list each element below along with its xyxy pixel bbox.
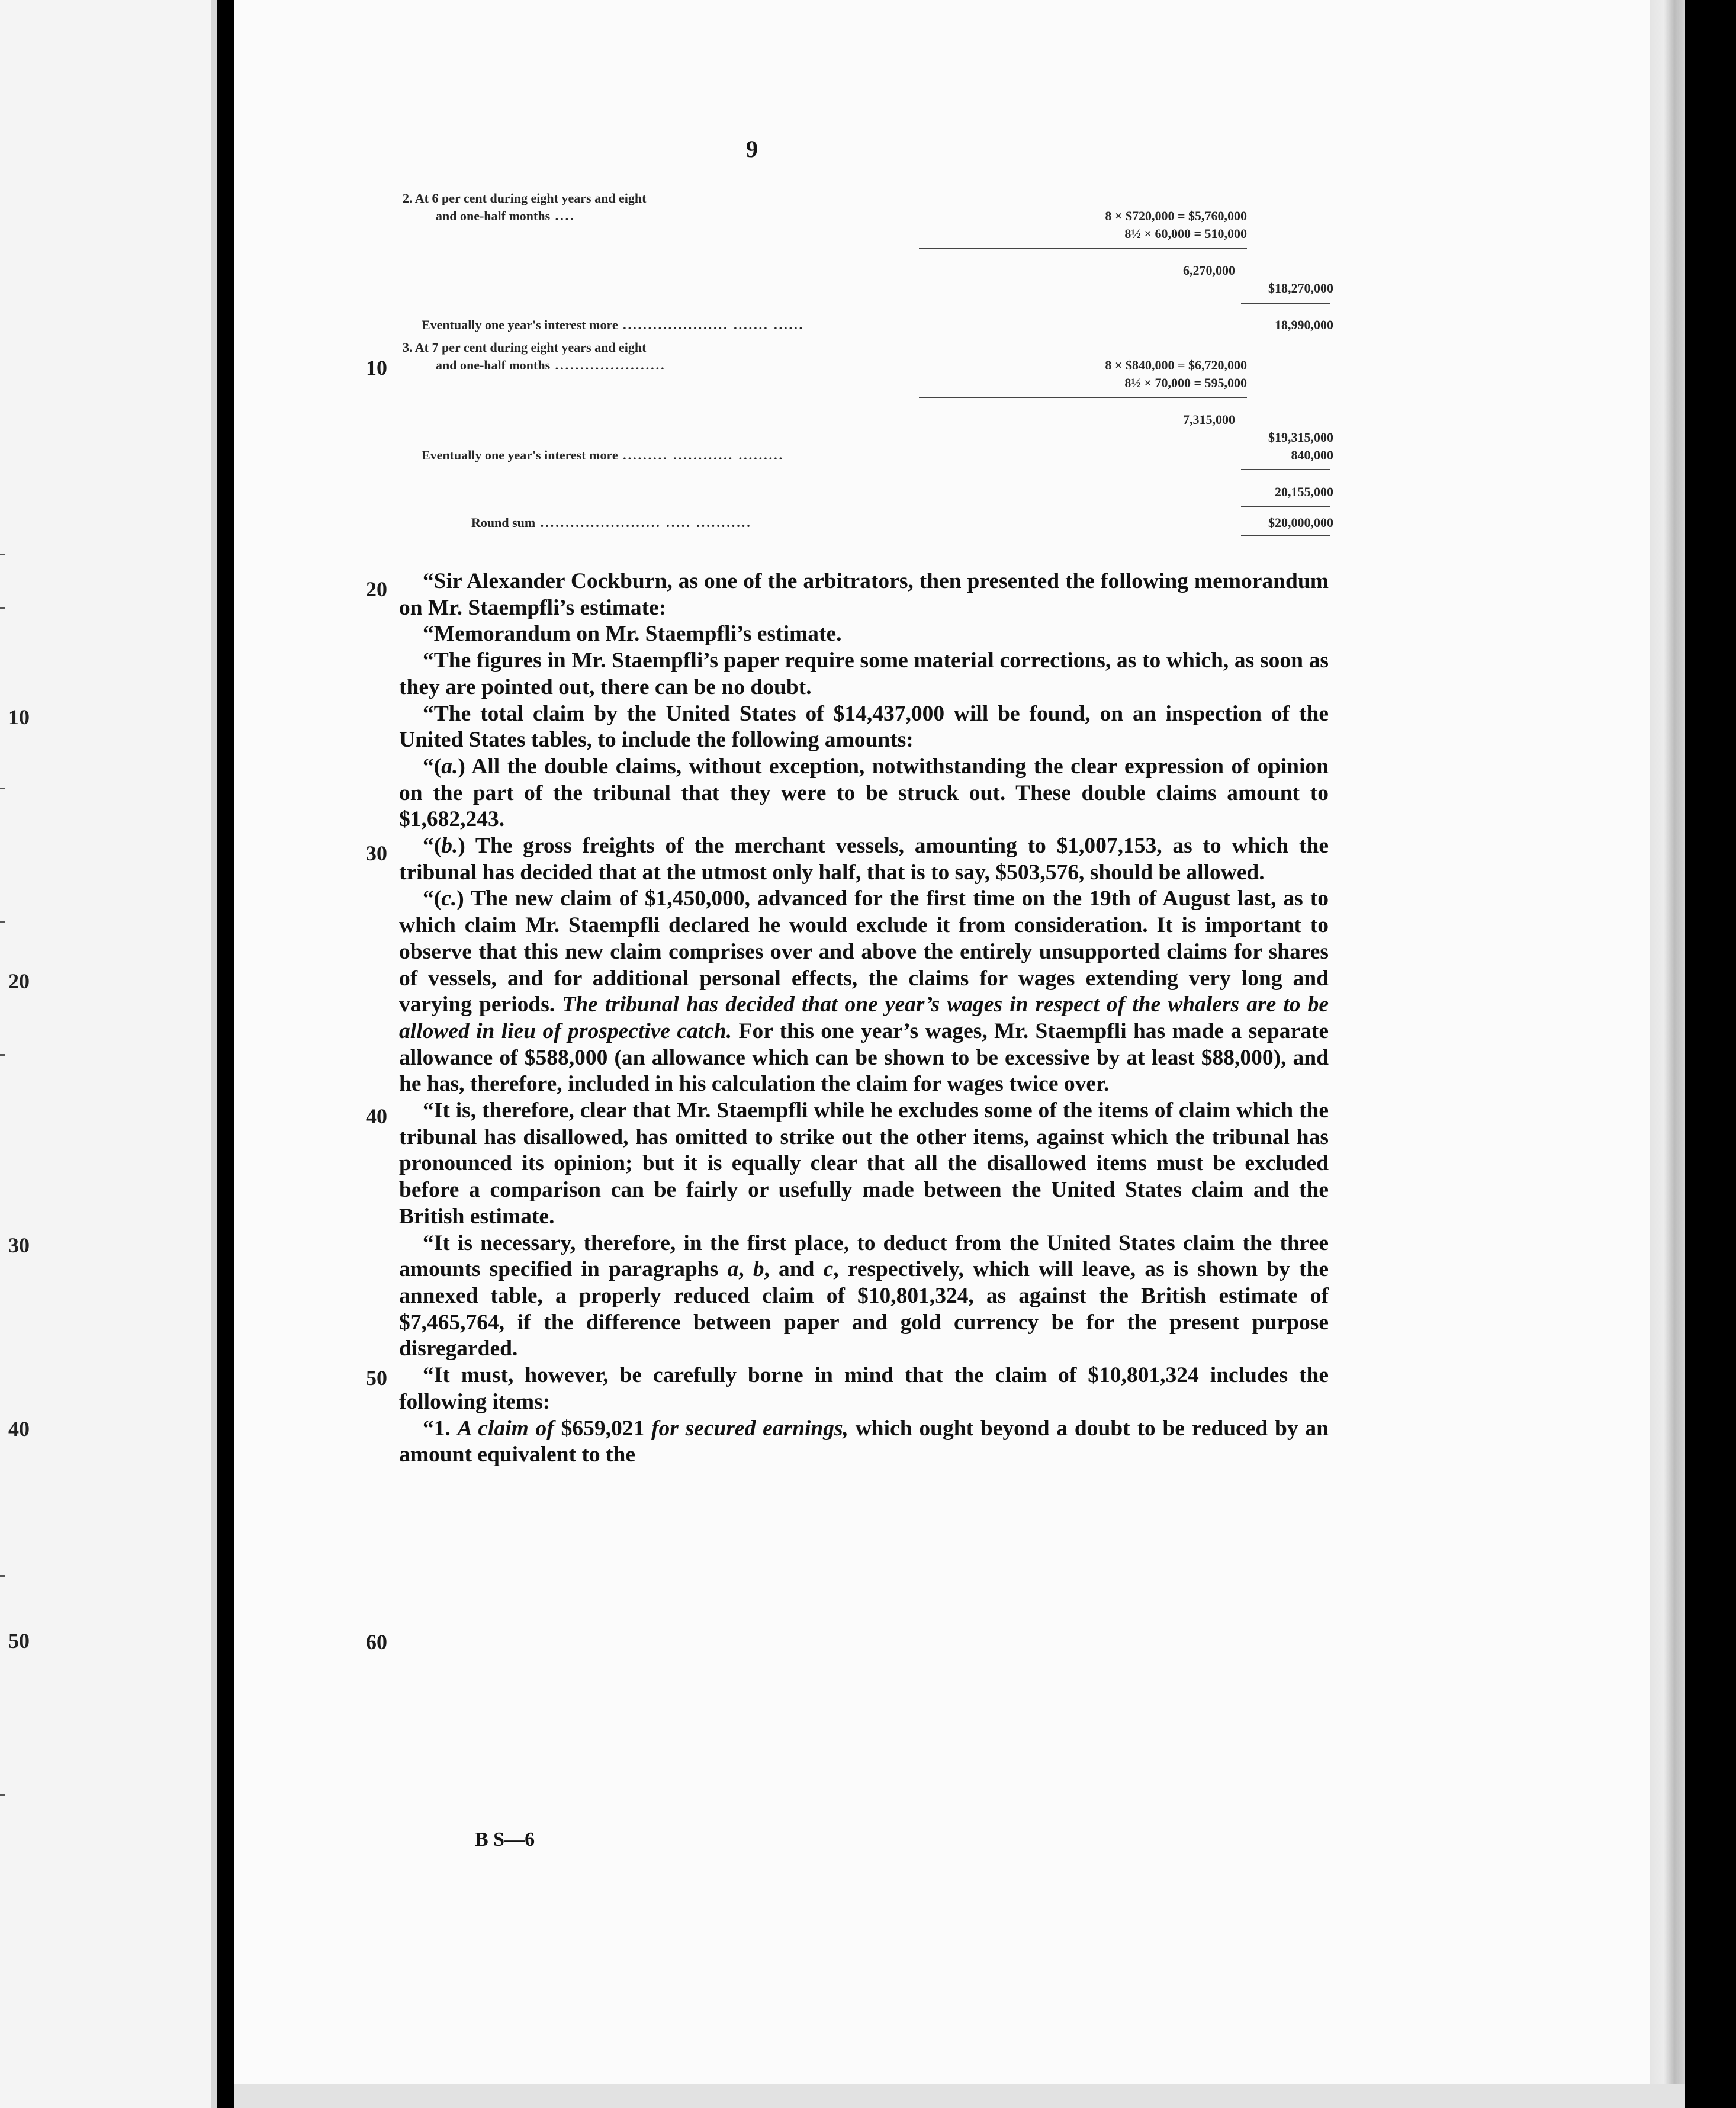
calc-item2-total: $18,270,000 [1268,281,1333,295]
margin-line-number: 40 [366,1104,387,1128]
body-text [399,568,1329,1468]
facing-tick [0,1575,5,1577]
calc-item2-subtotal: 6,270,000 [1183,263,1235,278]
calc-eventually1-label: Eventually one year's interest more ..................... ....... ...... [422,317,805,332]
calc-item3-row1: 8 × $840,000 = $6,720,000 [1105,358,1247,372]
calc-item3-subtotal: 7,315,000 [1183,412,1235,427]
paragraph-deduct: “It is necessary, therefore, in the first place, to deduct from the United States claim the three amounts specified in paragraphs a, b, and c, respectively, which will leave, as is shown by the annexed table, a properly reduced claim of $10,801,324, as against the British estimate of $7,465,764, if the difference between paper and gold currency be for the present purpose disregarded. [399,1230,1329,1361]
page-binding-shadow [1650,0,1685,2108]
paragraph-item-1: “1. A claim of $659,021 for secured earnings, which ought beyond a doubt to be reduced by an amount equivalent to the [399,1416,1329,1467]
paragraph-corrections: “The figures in Mr. Staempfli’s paper require some material corrections, as to which, as soon as they are pointed out, there can be no doubt. [399,648,1329,699]
calc-item2-row2: 8½ × 60,000 = 510,000 [1124,226,1247,241]
calc-rule [1241,303,1330,304]
margin-line-number: 60 [366,1630,387,1654]
margin-line-number: 50 [366,1366,387,1390]
page-bottom-shadow [234,2084,1685,2108]
facing-tick [0,1054,5,1056]
paragraph-total-claim: “The total claim by the United States of $14,437,000 will be found, on an inspection of the United States tables, to include the following amounts: [399,701,1329,753]
facing-tick [0,607,5,609]
calc-item3-label: 3. At 7 per cent during eight years and eight [403,340,647,355]
calc-round-value: $20,000,000 [1268,515,1333,530]
calc-rule [1241,535,1330,536]
margin-line-number: 30 [366,841,387,865]
paragraph-item-b: “(b.) The gross freights of the merchant vessels, amounting to $1,007,153, as to which the tribunal has decided that at the utmost only half, that is to say, $503,576, should be allowed. [399,834,1329,885]
paragraph-cockburn: “Sir Alexander Cockburn, as one of the arbitrators, then presented the following memorandum on Mr. Staempfli’s estimate: [399,569,1329,620]
facing-page-gutter [211,0,217,2108]
calc-eventually2-value: 840,000 [1291,448,1333,462]
facing-page [0,0,217,2108]
facing-tick [0,554,5,555]
margin-line-number: 10 [366,356,387,380]
calc-item2-row1: 8 × $720,000 = $5,760,000 [1105,208,1247,223]
facing-tick [0,921,5,923]
facing-line-number: 50 [8,1629,30,1653]
calc-rule [919,397,1247,398]
paragraph-borne-in-mind: “It must, however, be carefully borne in mind that the claim of $10,801,324 includes the following items: [399,1363,1329,1414]
facing-line-number: 40 [8,1417,30,1441]
facing-line-number: 20 [8,969,30,993]
paragraph-item-c: “(c.) The new claim of $1,450,000, advanced for the first time on the 19th of August last, as to which claim Mr. Staempfli declared he would exclude it from consideration. It is important to observe that this new claim comprises over and above the entirely unsupported claims for shares of vessels, and for additional personal effects, the claims for wages extending very long and varying periods. The tribunal has decided that one year’s wages in respect of the whalers are to be allowed in lieu of prospective catch. For this one year’s wages, Mr. Staempfli has made a separate allowance of $588,000 (an allowance which can be shown to be excessive by at least $88,000), and he has, therefore, included in his calculation the claim for wages twice over. [399,886,1329,1097]
calc-grand-total: 20,155,000 [1275,484,1333,499]
facing-line-number: 10 [8,705,30,729]
paragraph-memo-title: “Memorandum on Mr. Staempfli’s estimate. [423,622,842,647]
document-page [234,0,1685,2108]
facing-tick [0,1794,5,1796]
calc-item2-label: 2. At 6 per cent during eight years and eight [403,191,647,205]
facing-tick [0,788,5,789]
calc-eventually2-label: Eventually one year's interest more ......... ............ ......... [422,448,785,462]
margin-line-number: 20 [366,577,387,601]
calc-item3-total: $19,315,000 [1268,430,1333,445]
calc-rule [1241,506,1330,507]
calc-round-label: Round sum ........................ ..... ........... [471,515,752,530]
calc-item2-label-cont: and one-half months .... [436,208,576,223]
paragraph-disallowed: “It is, therefore, clear that Mr. Staempfli while he excludes some of the items of claim which the tribunal has disallowed, has omitted to strike out the other items, against which the tribunal has pronounced its opinion; but it is equally clear that all the disallowed items must be excluded before a comparison can be fairly or usefully made between the United States claim and the British estimate. [399,1098,1329,1229]
facing-line-number: 30 [8,1233,30,1257]
signature-mark: B S—6 [475,1829,535,1850]
calc-rule [919,248,1247,249]
calc-rule [1241,469,1330,470]
calc-eventually1-value: 18,990,000 [1275,317,1333,332]
calc-item3-row2: 8½ × 70,000 = 595,000 [1124,375,1247,390]
paragraph-item-a: “(a.) All the double claims, without exception, notwithstanding the clear expression of opinion on the part of the tribunal that they were to be struck out. These double claims amount to $1,682,243. [399,754,1329,832]
calc-item3-label-cont: and one-half months ...................... [436,358,666,372]
page-number: 9 [746,136,758,162]
